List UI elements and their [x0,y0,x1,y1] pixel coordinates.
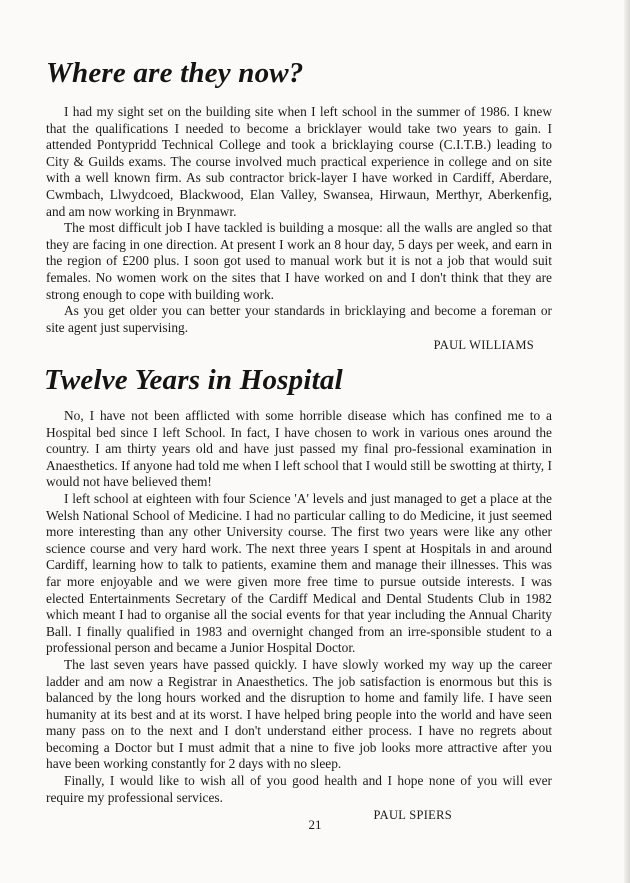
article-2-paragraph-4: Finally, I would like to wish all of you good health and I hope none of you will ever require my professional services. [46,773,552,805]
article-1-paragraph-2: The most difficult job I have tackled is building a mosque: all the walls are angled so that they are facing in one direction. At present I work an 8 hour day, 5 days per week, and earn in the region of £200 plus. I soon got used to manual work but it is not a job that would suit females. No women work on the sites that I have worked on and I don't think that they are strong enough to cope with building work. [46,220,552,302]
page-edge-shadow [624,0,630,883]
article-2-body [46,408,552,824]
article-1-paragraph-1: I had my sight set on the building site when I left school in the summer of 1986. I knew that the qualifications I needed to become a bricklayer would take two years to gain. I attended Pontypridd Technical College and took a bricklaying course (C.I.T.B.) leading to City & Guilds exams. The course involved much practical experience in college and on site with a well known firm. As sub contractor brick-layer I have worked in Cardiff, Aberdare, Cwmbach, Llwydcoed, Blackwood, Elan Valley, Swansea, Hirwaun, Merthyr, Aberkenfig, and am now working in Brynmawr. [46,104,552,219]
article-1-author: PAUL WILLIAMS [433,338,534,353]
article-2-paragraph-3: The last seven years have passed quickly. I have slowly worked my way up the career ladder and am now a Registrar in Anaesthetics. The job satisfaction is enormous but this is balanced by the long hours worked and the disruption to home and family life. I have seen humanity at its best and at its worst. I have helped bring people into the world and have seen many pass on to the next and I don't understand either process. I have no regrets about becoming a Doctor but I must admit that a nine to five job looks more attractive after you have been working constantly for 2 days with no sleep. [46,656,552,772]
article-1-paragraph-3: As you get older you can better your standards in bricklaying and become a foreman or site agent just supervising. [46,303,552,335]
page-number: 21 [308,817,322,832]
article-2-title: Twelve Years in Hospital [44,364,343,396]
article-1-title: Where are they now? [46,57,304,89]
article-2-author: PAUL SPIERS [373,808,452,823]
article-2-paragraph-2: I left school at eighteen with four Science 'A' levels and just managed to get a place at the Welsh National School of Medicine. I had no particular calling to do Medicine, it just seemed more interesting than any other University course. The first two years were like any other science course and very hard work. The next three years I spent at Hospitals in and around Cardiff, learning how to talk to patients, examine them and manage their illnesses. This was far more enjoyable and we were given more free time to pursue outside interests. I was elected Entertainments Secretary of the Cardiff Medical and Dental Students Club in 1982 which meant I had to organise all the social events for that year including the Annual Charity Ball. I finally qualified in 1983 and overnight changed from an irre-sponsible student to a professional person and became a Junior Hospital Doctor. [46,490,552,656]
article-2-paragraph-1: No, I have not been afflicted with some horrible disease which has confined me to a Hospital bed since I left School. In fact, I have chosen to work in various ones around the country. I am thirty years old and have just passed my final pro-fessional examination in Anaesthetics. If anyone had told me when I left school that I would still be swotting at thirty, I would not have believed them! [46,408,552,490]
article-1-body [46,104,552,354]
